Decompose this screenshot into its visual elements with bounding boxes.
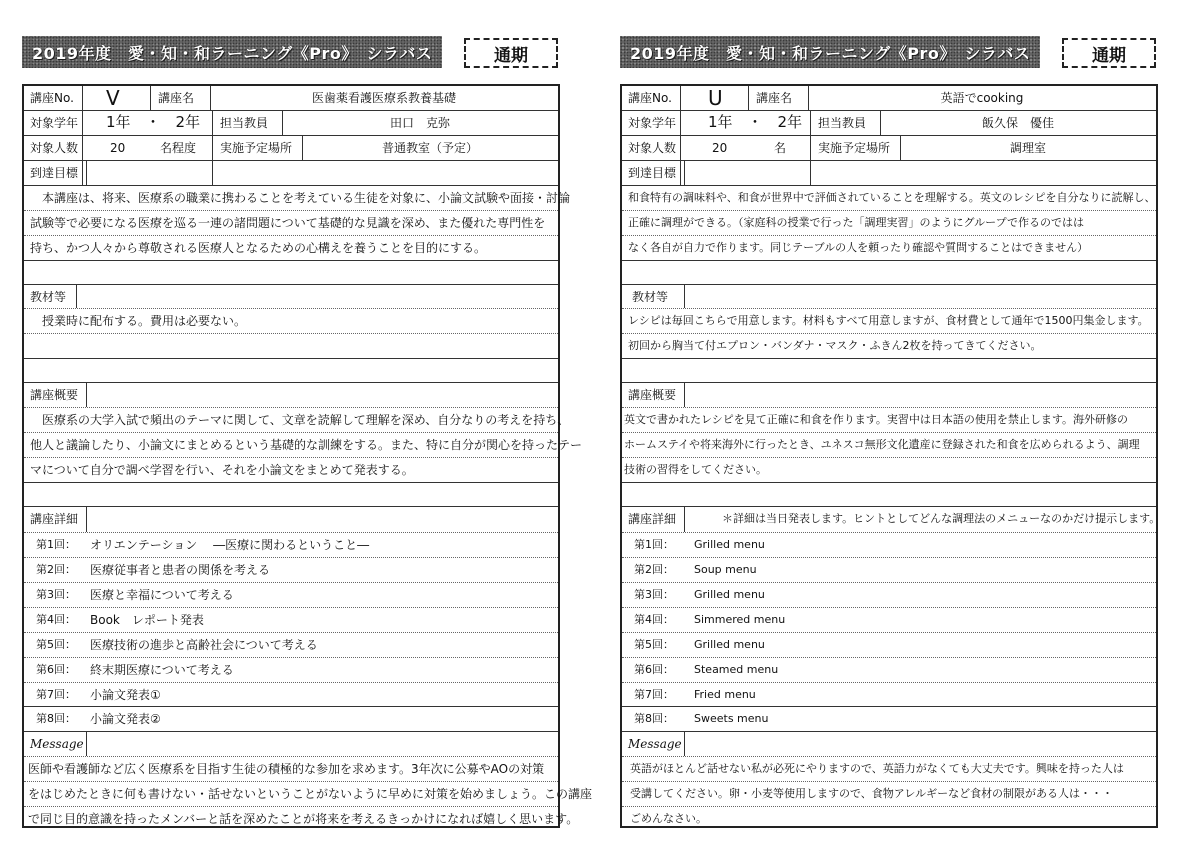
teacher-value: 田口 克弥: [389, 116, 450, 130]
teacher-label: 担当教員: [220, 116, 269, 130]
session-text: Grilled menu: [694, 588, 765, 601]
detail-label: 講座詳細: [30, 512, 79, 526]
goal-label: 到達目標: [30, 166, 79, 180]
term-box: 通期: [1062, 38, 1156, 68]
course-no-label: 講座No.: [30, 91, 74, 105]
materials-label: 教材等: [632, 290, 669, 304]
goal-line: 試験等で必要になる医療を巡る一連の諸問題について基礎的な見識を深め、また優れた専門性を: [30, 216, 546, 230]
syllabus-right: [620, 36, 1161, 828]
grade-label: 対象学年: [628, 116, 677, 130]
message-label: Message: [628, 737, 682, 751]
course-no-label: 講座No.: [628, 91, 672, 105]
teacher-value: 飯久保 優佳: [981, 116, 1054, 130]
message-line: をはじめたときに何も書けない・話せないということがないように早めに対策を始めましょう。この講座: [28, 787, 593, 801]
header-title: 2019年度 愛・知・和ラーニング《Pro》 シラバス: [32, 43, 433, 63]
materials-line: 初回から胸当て付エプロン・バンダナ・マスク・ふきん2枚を持ってきてください。: [628, 339, 1042, 352]
course-name-label: 講座名: [158, 91, 195, 105]
goal-line: なく各自が自力で作ります。同じテーブルの人を頼ったり確認や質問することはできません）: [628, 241, 1089, 254]
materials-line: レシピは毎回こちらで用意します。材料もすべて用意しますが、食材費として通年で1500円集金します。: [628, 314, 1149, 327]
syllabus-form: [22, 84, 593, 828]
goal-line: 持ち、かつ人々から尊敬される医療人となるための心構えを養うことを目的にする。: [30, 241, 487, 255]
count-label: 対象人数: [30, 141, 79, 155]
message-label: Message: [30, 737, 84, 751]
message-line: 医師や看護師など広く医療系を目指す生徒の積極的な参加を求めます。3年次に公募やAOの対策: [28, 762, 545, 776]
summary-label: 講座概要: [30, 388, 79, 402]
grade-label: 対象学年: [30, 116, 79, 130]
header-title: 2019年度 愛・知・和ラーニング《Pro》 シラバス: [630, 43, 1031, 63]
session-no: 第8回：: [36, 712, 76, 725]
session-no: 第3回：: [36, 588, 76, 601]
summary-line: 英文で書かれたレシピを見て正確に和食を作ります。実習中は日本語の使用を禁止します。海外研修の: [624, 413, 1128, 426]
place-value: 普通教室（予定）: [381, 141, 478, 155]
grade-value: 1年 ・ 2年: [708, 113, 803, 131]
session-text: Grilled menu: [694, 638, 765, 651]
session-text: Soup menu: [694, 563, 757, 576]
session-no: 第7回：: [36, 688, 76, 701]
summary-line: 技術の習得をしてください。: [624, 463, 767, 476]
session-text: オリエンテーション ―医療に関わるということ―: [90, 538, 370, 552]
message-line: 英語がほとんど話せない私が必死にやりますので、英語力がなくても大丈夫です。興味を持った人は: [630, 762, 1124, 775]
session-no: 第3回：: [634, 588, 674, 601]
teacher-label: 担当教員: [818, 116, 867, 130]
summary-line: 医療系の大学入試で頻出のテーマに関して、文章を読解して理解を深め、自分なりの考えを持ち、: [30, 413, 570, 427]
place-label: 実施予定場所: [220, 141, 293, 155]
grade-value: 1年 ・ 2年: [106, 113, 201, 131]
count-unit: 名: [774, 141, 787, 155]
course-no-value: U: [708, 86, 723, 110]
materials-line: 授業時に配布する。費用は必要ない。: [30, 314, 247, 328]
session-no: 第4回：: [36, 613, 76, 626]
count-label: 対象人数: [628, 141, 677, 155]
session-no: 第5回：: [36, 638, 76, 651]
session-text: 医療従事者と患者の関係を考える: [90, 563, 271, 577]
message-line: ごめんなさい。: [630, 812, 707, 825]
session-no: 第1回：: [634, 538, 674, 551]
count-value: 20: [712, 141, 728, 155]
session-text: Steamed menu: [694, 663, 779, 676]
session-no: 第5回：: [634, 638, 674, 651]
session-text: Simmered menu: [694, 613, 786, 626]
session-text: Grilled menu: [694, 538, 765, 551]
session-text: Fried menu: [694, 688, 756, 701]
goal-line: 正確に調理ができる。（家庭科の授業で行った「調理実習」のようにグループで作るのではは: [628, 216, 1084, 229]
session-text: 医療技術の進歩と高齢社会について考える: [90, 638, 318, 652]
syllabus-form: [620, 84, 1161, 828]
session-text: Book レポート発表: [90, 613, 204, 627]
session-text: 医療と幸福について考える: [90, 588, 234, 602]
place-value: 調理室: [1009, 141, 1046, 155]
session-no: 第8回：: [634, 712, 674, 725]
summary-line: ホームステイや将来海外に行ったとき、ユネスコ無形文化遺産に登録された和食を広められるよう、調理: [624, 438, 1140, 451]
session-no: 第2回：: [36, 563, 76, 576]
count-value: 20: [110, 141, 126, 155]
goal-label: 到達目標: [628, 166, 677, 180]
session-no: 第2回：: [634, 563, 674, 576]
goal-line: 本講座は、将来、医療系の職業に携わることを考えている生徒を対象に、小論文試験や面接・討論: [30, 191, 571, 205]
message-line: 受講してください。卵・小麦等使用しますので、食物アレルギーなど食材の制限がある人は・・・: [630, 787, 1114, 800]
message-line: で同じ目的意識を持ったメンバーと話を深めたことが将来を考えるきっかけになれば嬉しく思います。: [28, 812, 579, 826]
session-text: 小論文発表①: [90, 688, 161, 702]
header-banner: [22, 36, 442, 68]
summary-line: 他人と議論したり、小論文にまとめるという基礎的な訓練をする。また、特に自分が関心を持ったテー: [30, 438, 583, 452]
course-name-value: 医歯薬看護医療系教養基礎: [311, 91, 456, 105]
course-no-value: V: [106, 86, 120, 110]
materials-label: 教材等: [30, 290, 67, 304]
place-label: 実施予定場所: [818, 141, 891, 155]
course-name-label: 講座名: [756, 91, 793, 105]
session-no: 第1回：: [36, 538, 76, 551]
session-text: 終末期医療について考える: [90, 663, 234, 677]
session-text: Sweets menu: [694, 712, 769, 725]
session-no: 第6回：: [634, 663, 674, 676]
summary-line: マについて自分で調べ学習を行い、それを小論文をまとめて発表する。: [30, 463, 414, 477]
session-no: 第4回：: [634, 613, 674, 626]
detail-note: ＊詳細は当日発表します。ヒントとしてどんな調理法のメニューなのかだけ提示します。: [722, 512, 1161, 525]
detail-label: 講座詳細: [628, 512, 677, 526]
goal-line: 和食特有の調味料や、和食が世界中で評価されていることを理解する。英文のレシピを自分なりに読解し、: [628, 191, 1156, 204]
syllabus-left: [22, 36, 593, 828]
count-unit: 名程度: [160, 141, 197, 155]
header-banner: [620, 36, 1040, 68]
session-text: 小論文発表②: [90, 712, 161, 726]
session-no: 第6回：: [36, 663, 76, 676]
course-name-value: 英語でcooking: [940, 91, 1024, 105]
summary-label: 講座概要: [628, 388, 677, 402]
term-box: 通期: [464, 38, 558, 68]
session-no: 第7回：: [634, 688, 674, 701]
